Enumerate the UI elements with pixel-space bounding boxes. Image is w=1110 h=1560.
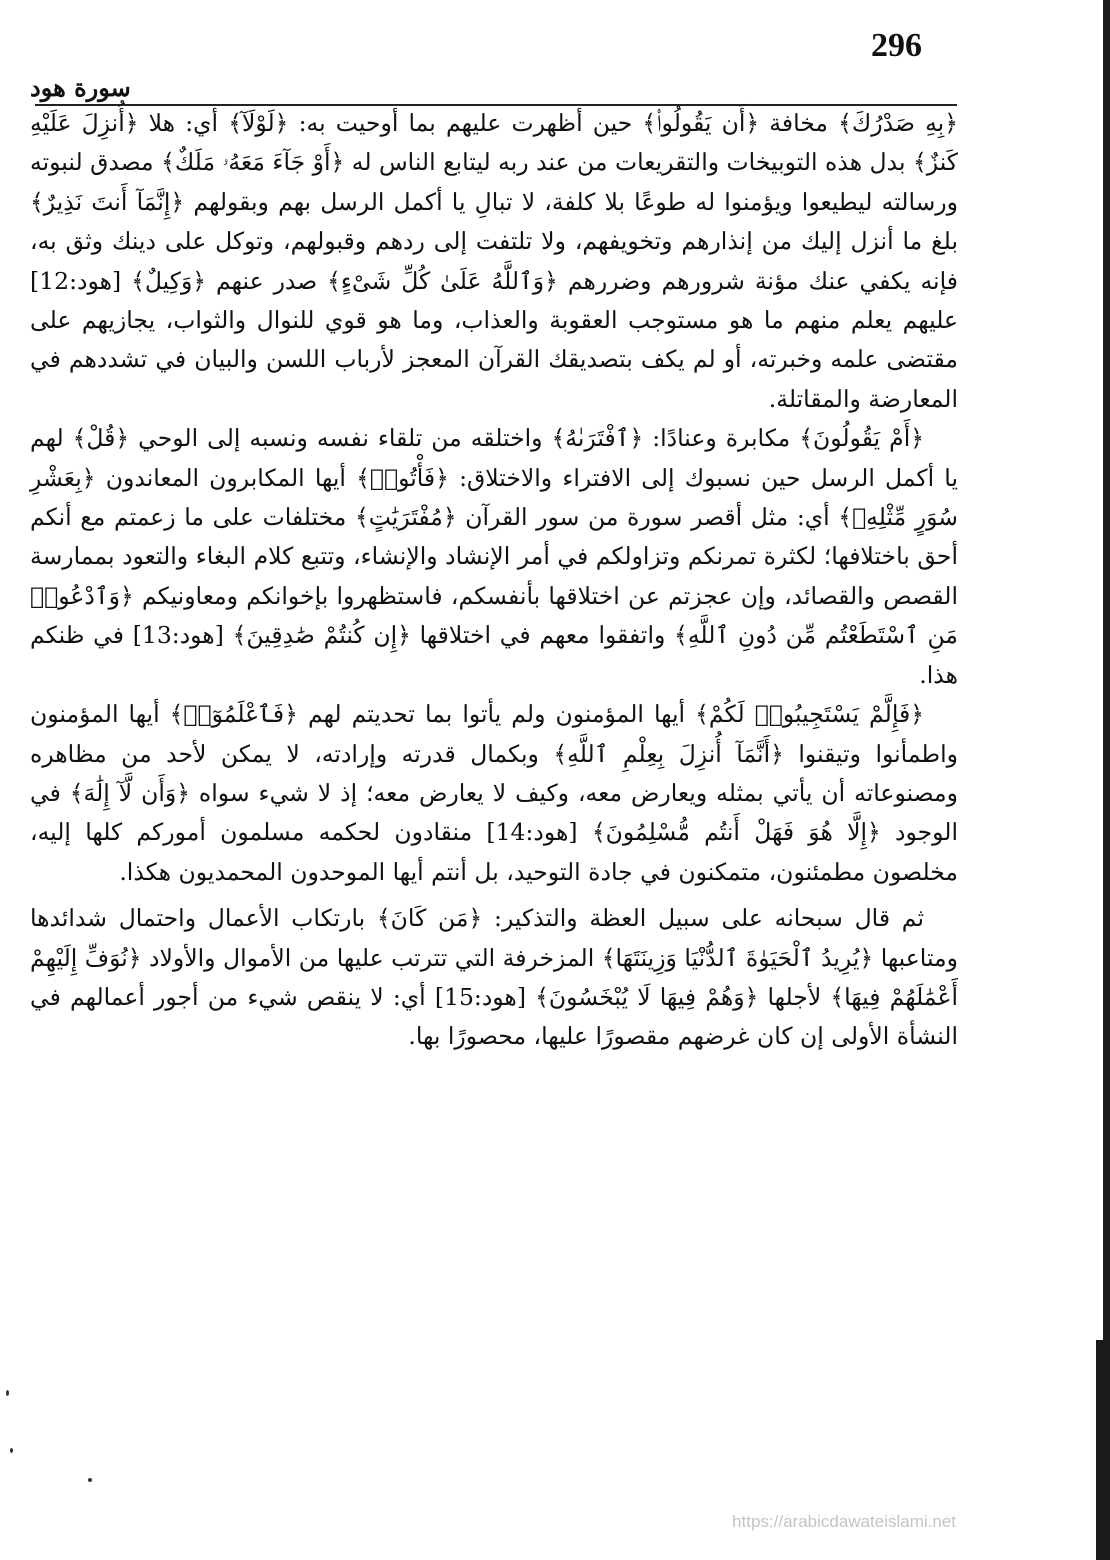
paragraph-4: ثم قال سبحانه على سبيل العظة والتذكير: ﴿مَن كَانَ﴾ بارتكاب الأعمال واحتمال شدائدها ومتاعبها ﴿يُرِيدُ ٱلْحَيَوٰةَ ٱلدُّنْيَا وَزِينَتَهَا﴾ المزخرفة التي تترتب عليها من الأموال والأولاد ﴿نُوَفِّ إِلَيْهِمْ أَعْمَٰلَهُمْ فِيهَا﴾ لأجلها ﴿وَهُمْ فِيهَا لَا يُبْخَسُونَ﴾ [هود:15] أي: لا ينقص شيء من أجور أعمالهم في النشأة الأولى إن كان غرضهم مقصورًا عليها، محصورًا بها. — [30, 904, 958, 1051]
website-watermark: https://arabicdawateislami.net — [732, 1512, 956, 1531]
body-text — [30, 104, 958, 1057]
page-number: 296 — [871, 27, 922, 64]
running-header: سورة هود — [30, 73, 131, 102]
scan-shadow-edge — [1103, 0, 1110, 1560]
paragraph-3: ﴿فَإِلَّمْ يَسْتَجِيبُوا۟ لَكُمْ﴾ أيها المؤمنون ولم يأتوا بما تحديتم لهم ﴿فَٱعْلَمُوٓا۟﴾ أيها المؤمنون واطمأنوا وتيقنوا ﴿أَنَّمَآ أُنزِلَ بِعِلْمِ ٱللَّهِ﴾ وبكمال قدرته وإرادته، لا يمكن لأحد من مظاهره ومصنوعاته أن يأتي بمثله ويعارض معه، وكيف لا يعارض معه؛ إذ لا شيء سواه ﴿وَأَن لَّآ إِلَٰهَ﴾ في الوجود ﴿إِلَّا هُوَ فَهَلْ أَنتُم مُّسْلِمُونَ﴾ [هود:14] منقادون لحكمه مسلمون أموركم كلها إليه، مخلصون مطمئنون، متمكنون في جادة التوحيد، بل أنتم أيها الموحدون المحمديون هكذا. — [30, 700, 958, 886]
scan-speck — [6, 1390, 9, 1396]
paragraph-2: ﴿أَمْ يَقُولُونَ﴾ مكابرة وعنادًا: ﴿ٱفْتَرَىٰهُ﴾ واختلقه من تلقاء نفسه ونسبه إلى الوحي ﴿قُلْ﴾ لهم يا أكمل الرسل حين نسبوك إلى الافتراء والاختلاق: ﴿فَأْتُوا۟﴾ أيها المكابرون المعاندون ﴿بِعَشْرِ سُوَرٍ مِّثْلِهِۦ﴾ أي: مثل أقصر سورة من سور القرآن ﴿مُفْتَرَيَٰتٍ﴾ مختلفات على ما زعمتم مع أنكم أحق باختلافها؛ لكثرة تمرنكم وتزاولكم في أمر الإنشاد والإنشاء، وتتبع كلام البغاء والتعود بممارسة القصص والقصائد، وإن عجزتم عن اختلاقها بأنفسكم، فاستظهروا بإخوانكم ومعاونيكم ﴿وَٱدْعُوا۟ مَنِ ٱسْتَطَعْتُم مِّن دُونِ ٱللَّهِ﴾ واتفقوا معهم في اختلاقها ﴿إِن كُنتُمْ صَٰدِقِينَ﴾ [هود:13] في ظنكم هذا. — [30, 424, 958, 689]
scan-speck — [88, 1478, 92, 1482]
paragraph-1: ﴿بِهِ صَدْرُكَ﴾ مخافة ﴿أَن يَقُولُوا۟﴾ حين أظهرت عليهم بما أوحيت به: ﴿لَوْلَآ﴾ أي: هلا ﴿أُنزِلَ عَلَيْهِ كَنزٌ﴾ بدل هذه التوبيخات والتقريعات من عند ربه ليتابع الناس له ﴿أَوْ جَآءَ مَعَهُۥ مَلَكٌ﴾ مصدق لنبوته ورسالته ليطيعوا ويؤمنوا له طوعًا بلا كلفة، لا تبالِ يا أكمل الرسل بهم وبقولهم ﴿إِنَّمَآ أَنتَ نَذِيرٌ﴾ بلغ ما أنزل إليك من إنذارهم وتخويفهم، ولا تلتفت إلى ردهم وقبولهم، وتوكل على دينك وثق به، فإنه يكفي عنك مؤنة شرورهم وضررهم ﴿وَٱللَّهُ عَلَىٰ كُلِّ شَىْءٍ﴾ صدر عنهم ﴿وَكِيلٌ﴾ [هود:12] عليهم يعلم منهم ما هو مستوجب العقوبة والعذاب، وما هو قوي للنوال والثواب، يجازيهم على مقتضى علمه وخبرته، أو لم يكف بتصديقك القرآن المعجز لأرباب اللسن والبيان في تشددهم في المعارضة والمقاتلة. — [30, 109, 958, 413]
scan-speck — [10, 1448, 13, 1453]
scan-shadow-corner — [1096, 1340, 1110, 1560]
